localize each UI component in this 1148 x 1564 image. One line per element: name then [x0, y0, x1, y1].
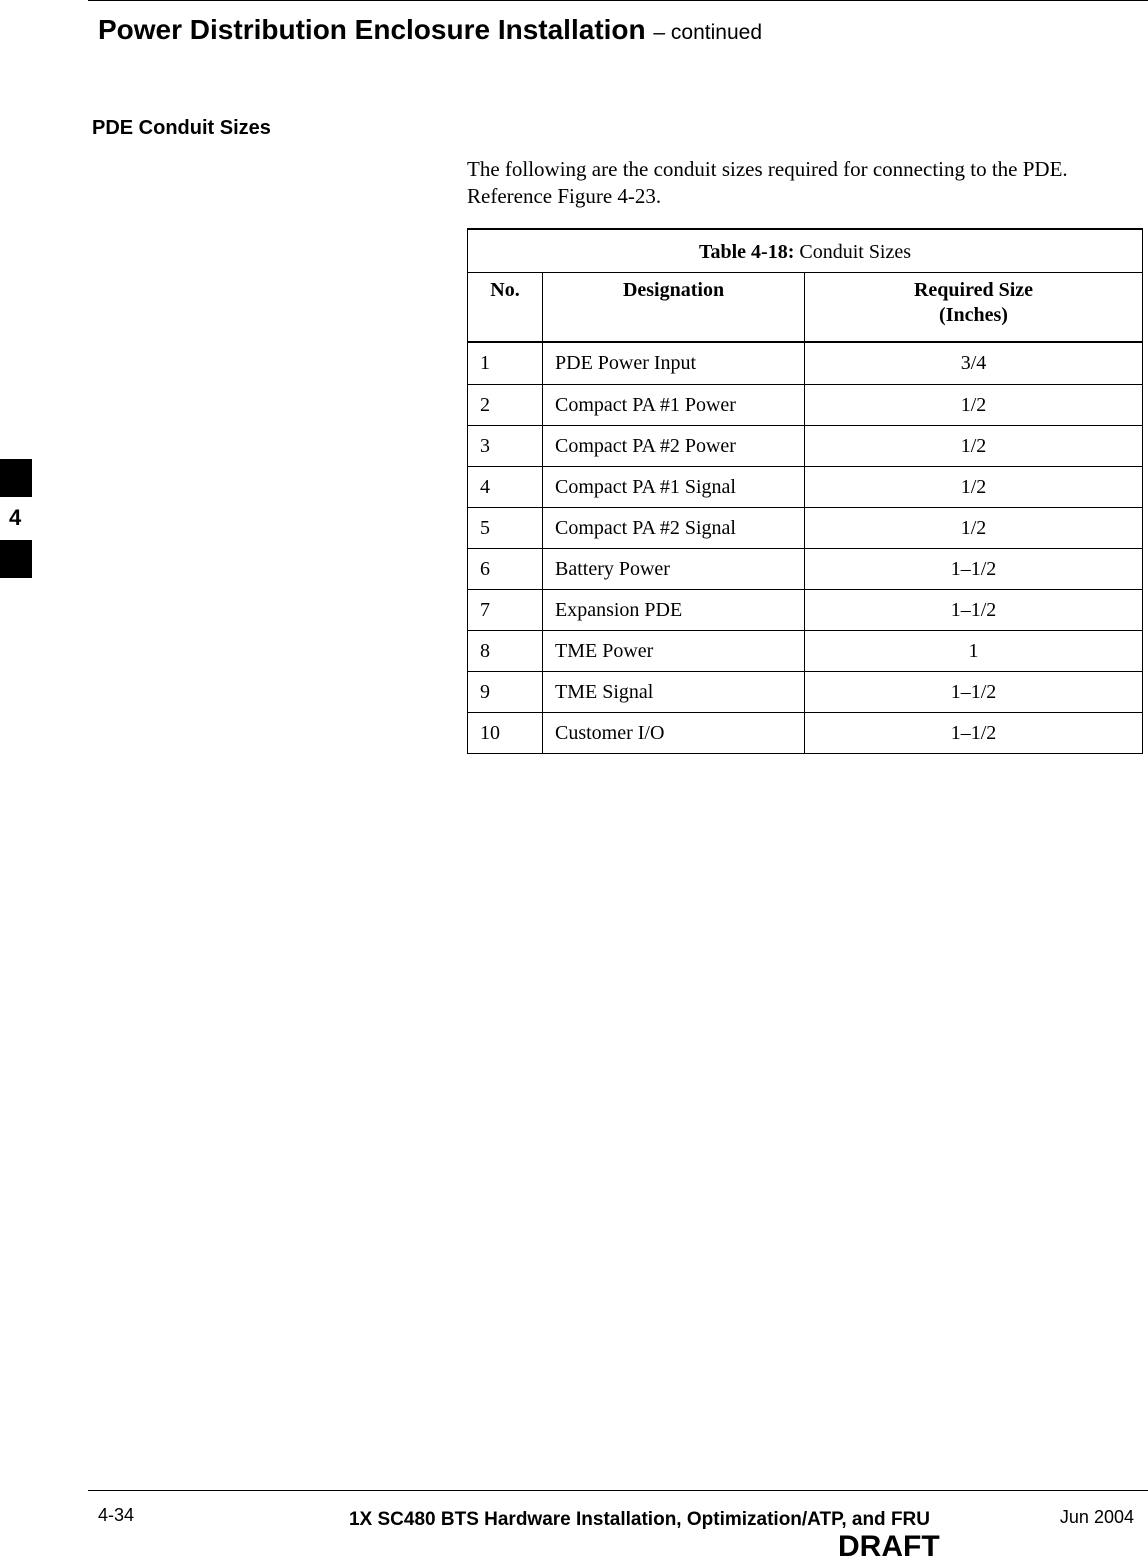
document-date: Jun 2004 — [1059, 1507, 1134, 1527]
cell-designation: TME Signal — [543, 672, 805, 713]
header-no: No. — [468, 273, 543, 343]
table-caption-label: Table 4-18: — [698, 240, 795, 263]
header-size-line-1: Required Size — [913, 279, 1034, 301]
cell-size: 1–1/2 — [805, 549, 1143, 590]
page-title-text: Power Distribution Enclosure Installation — [98, 14, 646, 45]
header-rule — [88, 0, 1148, 1]
cell-size: 1–1/2 — [805, 590, 1143, 631]
cell-designation: Compact PA #2 Power — [543, 426, 805, 467]
cell-no: 8 — [468, 631, 543, 672]
table-row — [468, 631, 1143, 672]
cell-size: 3/4 — [805, 342, 1143, 385]
cell-no: 1 — [468, 342, 543, 385]
cell-no: 3 — [468, 426, 543, 467]
table-row — [468, 385, 1143, 426]
conduit-sizes-table — [467, 228, 1143, 754]
cell-size: 1–1/2 — [805, 713, 1143, 754]
cell-no: 6 — [468, 549, 543, 590]
table-row — [468, 590, 1143, 631]
footer-rule — [88, 1490, 1148, 1491]
header-required-size — [805, 273, 1143, 343]
cell-designation: Expansion PDE — [543, 590, 805, 631]
table-row — [468, 342, 1143, 385]
header-designation: Designation — [543, 273, 805, 343]
draft-mark: DRAFT — [838, 1530, 940, 1563]
table-row — [468, 672, 1143, 713]
cell-no: 2 — [468, 385, 543, 426]
intro-paragraph — [467, 156, 1147, 210]
header-size-line-2: (Inches) — [939, 304, 1008, 326]
chapter-tab-marker-bottom — [0, 540, 32, 578]
cell-designation: Customer I/O — [543, 713, 805, 754]
cell-size: 1/2 — [805, 385, 1143, 426]
cell-size: 1/2 — [805, 467, 1143, 508]
cell-designation: Compact PA #2 Signal — [543, 508, 805, 549]
cell-size: 1/2 — [805, 508, 1143, 549]
page-title-continued: – continued — [653, 21, 763, 44]
cell-no: 5 — [468, 508, 543, 549]
table-row — [468, 426, 1143, 467]
table-row — [468, 467, 1143, 508]
cell-no: 4 — [468, 467, 543, 508]
page-number: 4-34 — [98, 1505, 135, 1525]
chapter-tab-number: 4 — [9, 505, 22, 530]
intro-line-1: The following are the conduit sizes required for connecting to the PDE. — [467, 157, 1068, 181]
cell-no: 9 — [468, 672, 543, 713]
page-title — [98, 14, 762, 46]
section-heading: PDE Conduit Sizes — [92, 117, 271, 139]
cell-no: 10 — [468, 713, 543, 754]
cell-designation: Battery Power — [543, 549, 805, 590]
cell-designation: TME Power — [543, 631, 805, 672]
table-row — [468, 508, 1143, 549]
cell-designation: Compact PA #1 Signal — [543, 467, 805, 508]
chapter-tab-marker-top — [0, 459, 32, 497]
cell-size: 1–1/2 — [805, 672, 1143, 713]
cell-designation: Compact PA #1 Power — [543, 385, 805, 426]
table-row — [468, 549, 1143, 590]
table-caption — [468, 229, 1143, 273]
intro-line-2: Reference Figure 4-23. — [467, 184, 662, 208]
cell-size: 1/2 — [805, 426, 1143, 467]
cell-designation: PDE Power Input — [543, 342, 805, 385]
table-caption-text: Conduit Sizes — [794, 240, 912, 263]
cell-no: 7 — [468, 590, 543, 631]
cell-size: 1 — [805, 631, 1143, 672]
table-row — [468, 713, 1143, 754]
document-title: 1X SC480 BTS Hardware Installation, Optimization/ATP, and FRU — [348, 1509, 930, 1530]
